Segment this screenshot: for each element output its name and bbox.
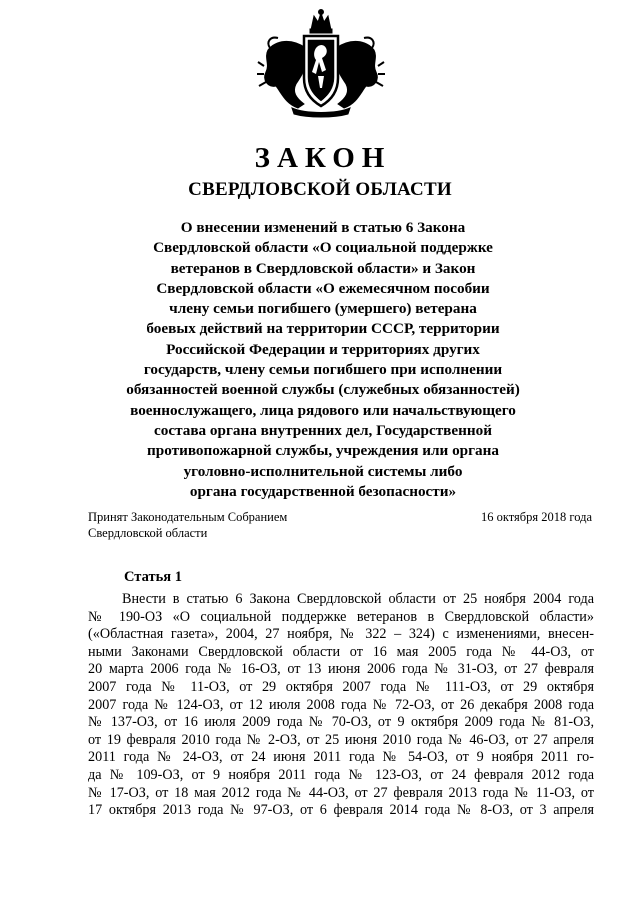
- adopted-by: [88, 509, 287, 541]
- subject-line: Свердловской области «О ежемесячном пособии: [156, 279, 490, 297]
- article-line: 20 марта 2006 года № 16-ОЗ, от 13 июня 2006 года № 31-ОЗ, от 27 февраля: [88, 661, 594, 678]
- subject-line: уголовно-исполнительной системы либо: [183, 462, 463, 480]
- subject-line: обязанностей военной службы (служебных обязанностей): [126, 381, 520, 399]
- coat-of-arms-icon: [256, 8, 386, 118]
- adopted-by-line: Принят Законодательным Собранием: [88, 510, 288, 524]
- adoption-date: 16 октября 2018 года: [480, 510, 592, 524]
- article-line: ными Законами Свердловской области от 16 мая 2005 года № 44-ОЗ, от: [88, 643, 594, 660]
- region-title: СВЕРДЛОВСКОЙ ОБЛАСТИ: [188, 179, 452, 200]
- article-body: [88, 591, 594, 820]
- subject-line: Российской Федерации и территориях других: [166, 340, 480, 358]
- article-line: № 137-ОЗ, от 16 июля 2009 года № 70-ОЗ, от 9 октября 2009 года № 81-ОЗ,: [88, 714, 594, 731]
- law-subject: [88, 218, 558, 502]
- subject-line: ветеранов в Свердловской области» и Закон: [170, 259, 476, 277]
- subject-line: противопожарной службы, учреждения или органа: [147, 442, 499, 460]
- article-line: 2007 года № 124-ОЗ, от 12 июля 2008 года № 72-ОЗ, от 26 декабря 2008 года: [88, 696, 594, 713]
- subject-line: члену семьи погибшего (умершего) ветерана: [169, 300, 477, 318]
- article-line: 2011 года № 24-ОЗ, от 24 июня 2011 года № 54-ОЗ, от 9 ноября 2011 го-: [88, 749, 594, 766]
- subject-line: О внесении изменений в статью 6 Закона: [180, 219, 466, 236]
- article-line: («Областная газета», 2004, 27 ноября, № 322 – 324) с изменениями, внесен-: [88, 626, 594, 643]
- subject-line: военнослужащего, лица рядового или начальствующего: [130, 401, 516, 419]
- article-line: 17 октября 2013 года № 97-ОЗ, от 6 февраля 2014 года № 8-ОЗ, от 3 апреля: [88, 802, 594, 819]
- subject-line: Свердловской области «О социальной поддержке: [153, 239, 493, 257]
- subject-line: боевых действий на территории СССР, территории: [146, 320, 500, 338]
- article-line: 2007 года № 11-ОЗ, от 29 октября 2007 года № 111-ОЗ, от 29 октября: [88, 678, 594, 695]
- adopted-by-line: Свердловской области: [88, 526, 208, 540]
- article-line: № 190-ОЗ «О социальной поддержке ветеранов в Свердловской области»: [88, 608, 594, 625]
- article-line: № 17-ОЗ, от 18 мая 2012 года № 44-ОЗ, от 27 февраля 2013 года № 11-ОЗ, от: [88, 784, 594, 801]
- subject-line: органа государственной безопасности»: [189, 482, 457, 500]
- article-line: Внести в статью 6 Закона Свердловской области от 25 ноября 2004 года: [122, 591, 594, 607]
- article-line: да № 109-ОЗ, от 9 ноября 2011 года № 123-ОЗ, от 24 февраля 2012 года: [88, 766, 594, 783]
- law-title: ЗАКОН: [254, 142, 392, 174]
- article-title: Статья 1: [124, 569, 182, 585]
- article-line: от 19 февраля 2010 года № 2-ОЗ, от 25 июня 2010 года № 46-ОЗ, от 27 апреля: [88, 731, 594, 748]
- subject-line: состава органа внутренних дел, Государственной: [154, 421, 492, 439]
- subject-line: государств, члену семьи погибшего при исполнении: [143, 361, 503, 379]
